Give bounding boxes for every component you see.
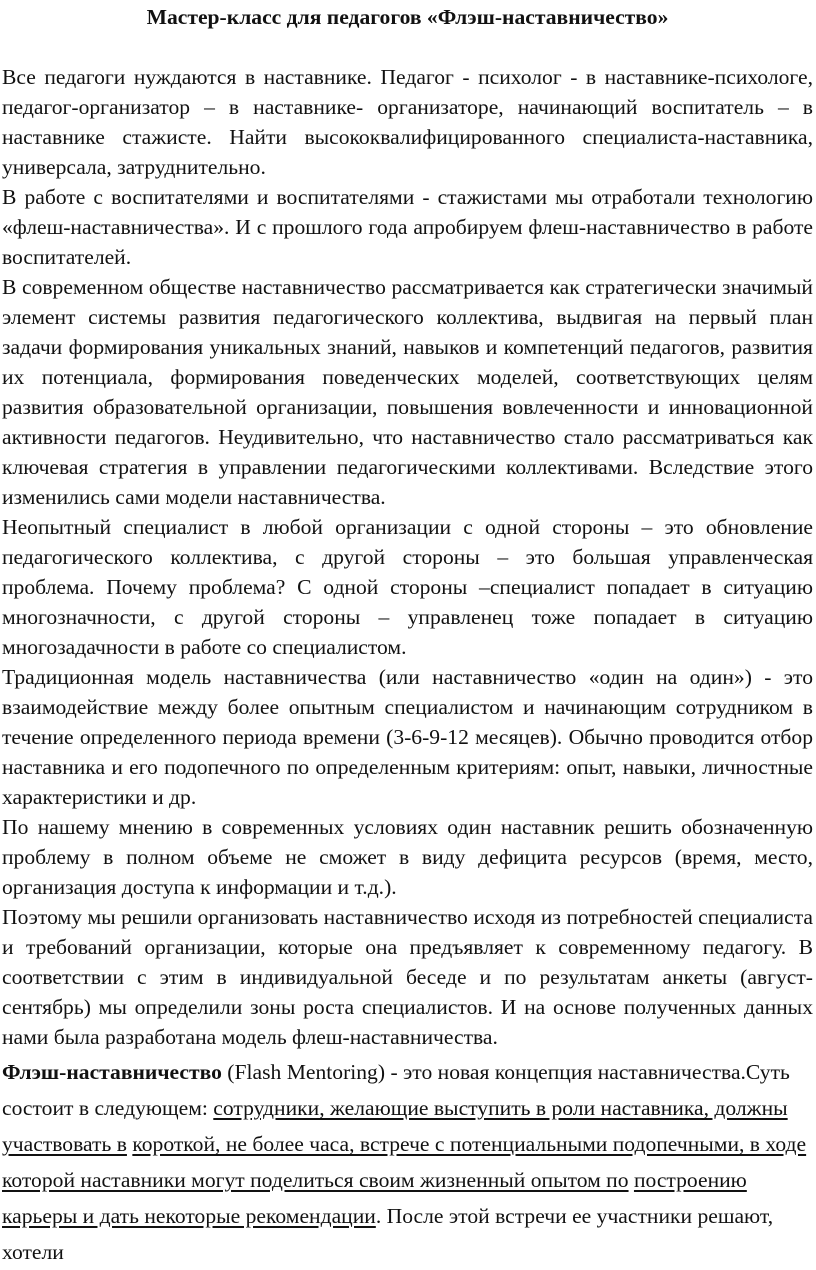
flash-tail-text: . После этой встречи ее участники решают, хотели	[2, 1204, 774, 1264]
paragraph-flash-technology: В работе с воспитателями и воспитателями - стажистами мы отработали технологию «флеш-наставничества». И с прошлого года апробируем флеш-наставничество в работе воспитателей.	[2, 185, 813, 269]
paragraph-our-opinion: По нашему мнению в современных условиях один наставник решить обозначенную проблему в полном объеме не сможет в виду дефицита ресурсов (время, место, организация доступа к информации и т.д.).	[2, 815, 813, 899]
paragraph-traditional-model: Традиционная модель наставничества (или наставничество «один на один») - это взаимодействие между более опытным специалистом и начинающим сотрудником в течение определенного периода времени (3-6-9-12 месяцев). Обычно проводится отбор наставника и его подопечного по определенным критериям: опыт, навыки, личностные характеристики и др.	[2, 665, 813, 809]
flash-definition-text: (Flash Mentoring) - это новая концепция наставничества.Суть состоит в следующем:	[2, 1060, 790, 1120]
flash-term: Флэш-наставничество	[2, 1060, 222, 1084]
paragraph-novice-specialist: Неопытный специалист в любой организации с одной стороны – это обновление педагогического коллектива, с другой стороны – это большая управленческая проблема. Почему проблема? С одной стороны –специалист попадает в ситуацию многозначности, с другой стороны – управленец тоже попадает в ситуацию многозадачности в работе со специалистом.	[2, 515, 813, 659]
document-title: Мастер-класс для педагогов «Флэш-наставничество»	[146, 5, 669, 29]
flash-underlined-2: короткой, не более часа, встрече с потенциальными подопечными, в ходе	[132, 1132, 807, 1156]
paragraph-organize-mentoring: Поэтому мы решили организовать наставничество исходя из потребностей специалиста и требований организации, которые она предъявляет к современному педагогу. В соответствии с этим в индивидуальной беседе и по результатам анкеты (август-сентябрь) мы определили зоны роста специалистов. И на основе полученных данных нами была разработана модель флеш-наставничества.	[2, 905, 813, 1049]
flash-underlined-4: построению карьеры и дать некоторые рекомендации	[2, 1168, 747, 1228]
paragraph-flash-definition	[2, 1054, 813, 1270]
paragraph-modern-society: В современном обществе наставничество рассматривается как стратегически значимый элемент системы развития педагогического коллектива, выдвигая на первый план задачи формирования уникальных знаний, навыков и компетенций педагогов, развития их потенциала, формирования поведенческих моделей, соответствующих целям развития образовательной организации, повышения вовлеченности и инновационной активности педагогов. Неудивительно, что наставничество стало рассматриваться как ключевая стратегия в управлении педагогическими коллективами. Вследствие этого изменились сами модели наставничества.	[2, 275, 813, 509]
paragraph-mentors-needed: Все педагоги нуждаются в наставнике. Педагог - психолог - в наставнике-психологе, педагог-организатор – в наставнике- организаторе, начинающий воспитатель – в наставнике стажисте. Найти высококвалифицированного специалиста-наставника, универсала, затруднительно.	[2, 65, 813, 179]
flash-underlined-3: которой наставники могут поделиться своим жизненный опытом по	[2, 1168, 629, 1192]
flash-underlined-1: сотрудники, желающие выступить в роли наставника, должны участвовать в	[2, 1096, 788, 1156]
